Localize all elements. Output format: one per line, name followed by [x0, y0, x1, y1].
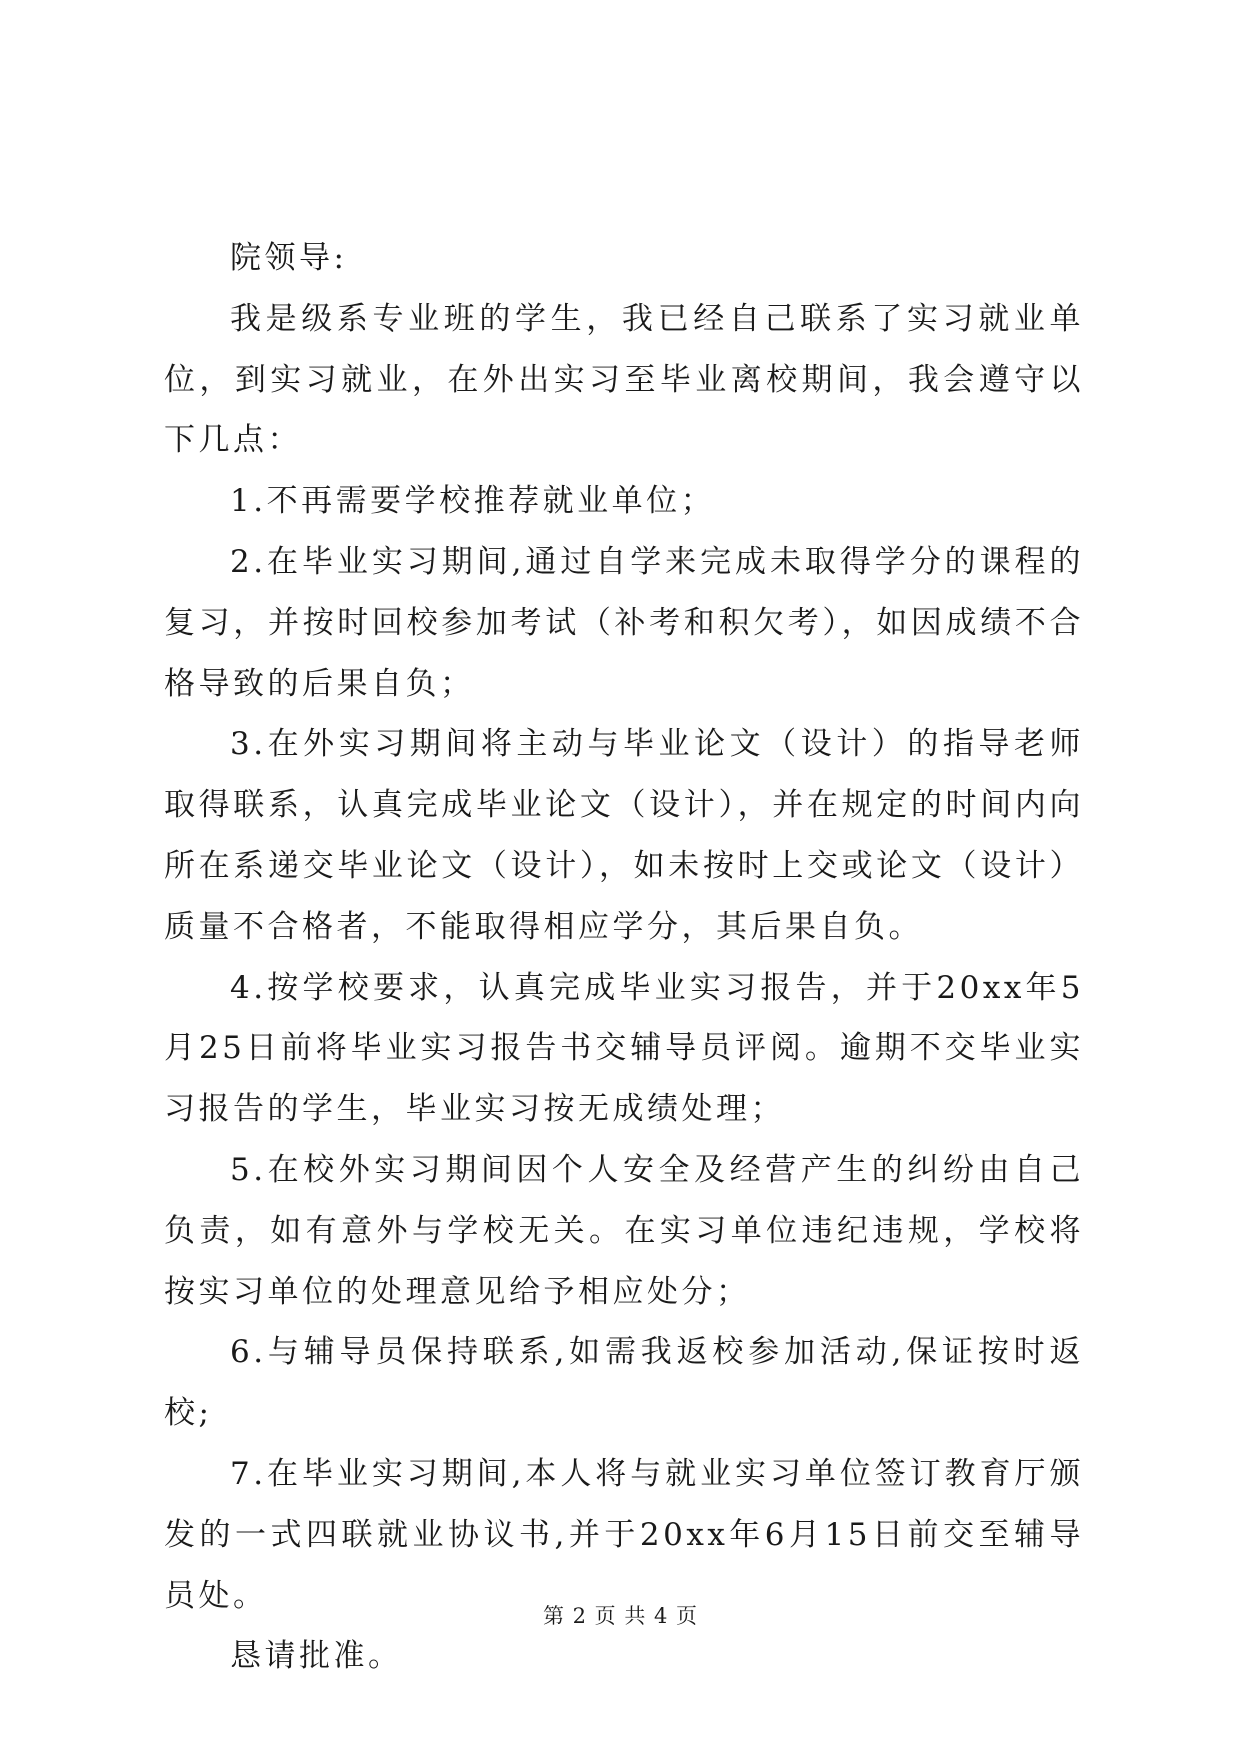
paragraph-closing: 恳请批准。: [230, 1638, 403, 1675]
paragraph-item-1: 1.不再需要学校推荐就业单位；: [230, 483, 716, 520]
paragraph-item-2: 2.在毕业实习期间,通过自学来完成未取得学分的课程的复习，并按时回校参加考试（补考和积欠考），如因成绩不合格导致的后果自负；: [164, 543, 1084, 702]
paragraph-intro: 我是级系专业班的学生，我已经自己联系了实习就业单位，到实习就业，在外出实习至毕业离校期间，我会遵守以下几点：: [164, 300, 1084, 459]
salutation: 院领导:: [230, 240, 348, 276]
paragraph-item-6: 6.与辅导员保持联系,如需我返校参加活动,保证按时返校;: [164, 1334, 1084, 1432]
paragraph-item-5: 5.在校外实习期间因个人安全及经营产生的纠纷由自己负责，如有意外与学校无关。在实习单位违纪违规，学校将按实习单位的处理意见给予相应处分；: [164, 1151, 1084, 1310]
paragraph-item-7: 7.在毕业实习期间,本人将与就业实习单位签订教育厅颁发的一式四联就业协议书,并于20xx年6月15日前交至辅导员处。: [164, 1455, 1084, 1614]
document-body: [164, 228, 1084, 1687]
paragraph-item-4: 4.按学校要求，认真完成毕业实习报告，并于20xx年5月25日前将毕业实习报告书交辅导员评阅。逾期不交毕业实习报告的学生，毕业实习按无成绩处理；: [164, 969, 1084, 1128]
page-number-footer: 第 2 页 共 4 页: [542, 1604, 699, 1628]
paragraph-item-3: 3.在外实习期间将主动与毕业论文（设计）的指导老师取得联系，认真完成毕业论文（设计），并在规定的时间内向所在系递交毕业论文（设计），如未按时上交或论文（设计）质量不合格者，不能取得相应学分，其后果自负。: [164, 726, 1084, 945]
